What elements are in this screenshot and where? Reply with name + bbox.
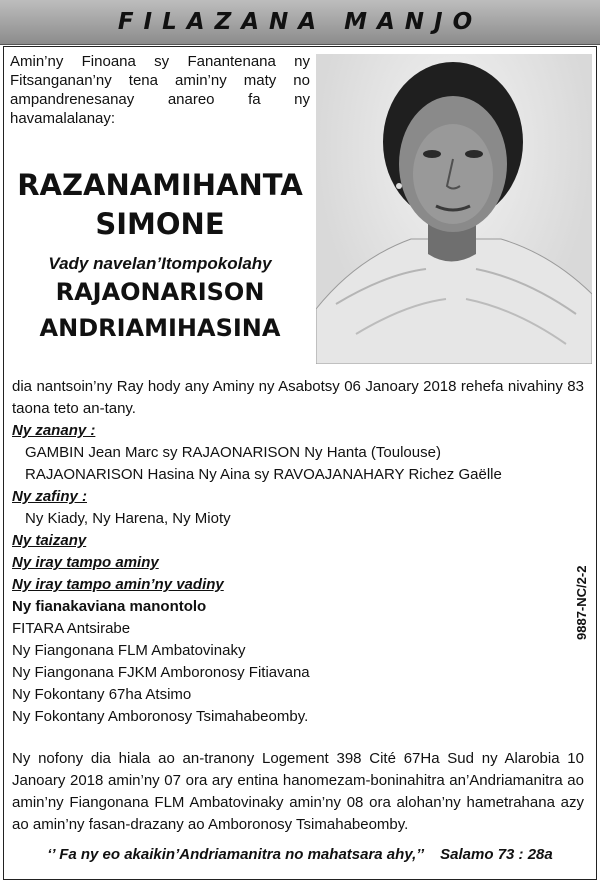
intro-text: Amin’ny Finoana sy Fanantenana ny Fitsanganan’ny tena amin’ny maty no ampandrenesanay anareo fa ny havamalalanay: [10,53,310,127]
spouse-name-line2: ANDRIAMIHASINA [39,314,281,342]
child-line-2: RAJAONARISON Hasina Ny Aina sy RAVOAJANAHARY Richez Gaëlle [25,466,502,483]
announcement-text: dia nantsoin’ny Ray hody any Aminy ny Asabotsy 06 Janoary 2018 rehefa nivahiny 83 taona teto an-tany. [12,378,584,417]
quote-reference: Salamo 73 : 28a [440,846,553,863]
other-line-5: Ny Fokontany Amboronosy Tsimahabeomby. [12,708,309,725]
grandchildren-heading: Ny zafiny : [12,488,88,505]
spouse-name-line1: RAJAONARISON [55,278,265,306]
other-line-1: FITARA Antsirabe [12,620,131,637]
quote-text: ‘’ Fa ny eo akaikin’Andriamanitra no mahatsara ahy,’’ [47,846,424,863]
funeral-details: Ny nofony dia hiala ao an-tranony Logement 398 Cité 67Ha Sud ny Alarobia 10 Janoary 2018 amin’ny 07 ora ary entina hanomezam-boninahitra an’Andriamanitra ao amin’ny Fiangonana FLM Ambatovinaky amin’ny 08 ora alohan’ny hametrahana azy ao amin’ny fasan-drazany ao Amboronosy Tsimahabeomby. [12,750,584,833]
spouse-family-heading: Ny iray tampo amin’ny vadiny [12,576,224,593]
portrait-illustration [316,54,592,364]
portrait-photo [316,54,592,364]
other-line-2: Ny Fiangonana FLM Ambatovinaky [12,642,246,659]
other-line-4: Ny Fokontany 67ha Atsimo [12,686,192,703]
family-heading: Ny iray tampo aminy [12,554,159,571]
deceased-name-line2: SIMONE [95,207,225,241]
reference-code: 9887-NC/2-2 [574,565,589,640]
spouse-label: Vady navelan’Itompokolahy [48,254,272,273]
grandchildren-list: Ny Kiady, Ny Harena, Ny Mioty [25,510,231,527]
other-line-3: Ny Fiangonana FJKM Amboronosy Fitiavana [12,664,310,681]
notice-body [12,376,584,728]
page-title: FILAZANA MANJO [117,9,483,35]
scripture-quote [30,846,570,863]
header-banner [0,0,600,45]
deceased-name-line1: RAZANAMIHANTA [17,168,303,202]
close-family-heading: Ny fianakaviana manontolo [12,598,207,615]
siblings-heading: Ny taizany [12,532,87,549]
child-line-1: GAMBIN Jean Marc sy RAJAONARISON Ny Hanta (Toulouse) [25,444,441,461]
children-heading: Ny zanany : [12,422,96,439]
